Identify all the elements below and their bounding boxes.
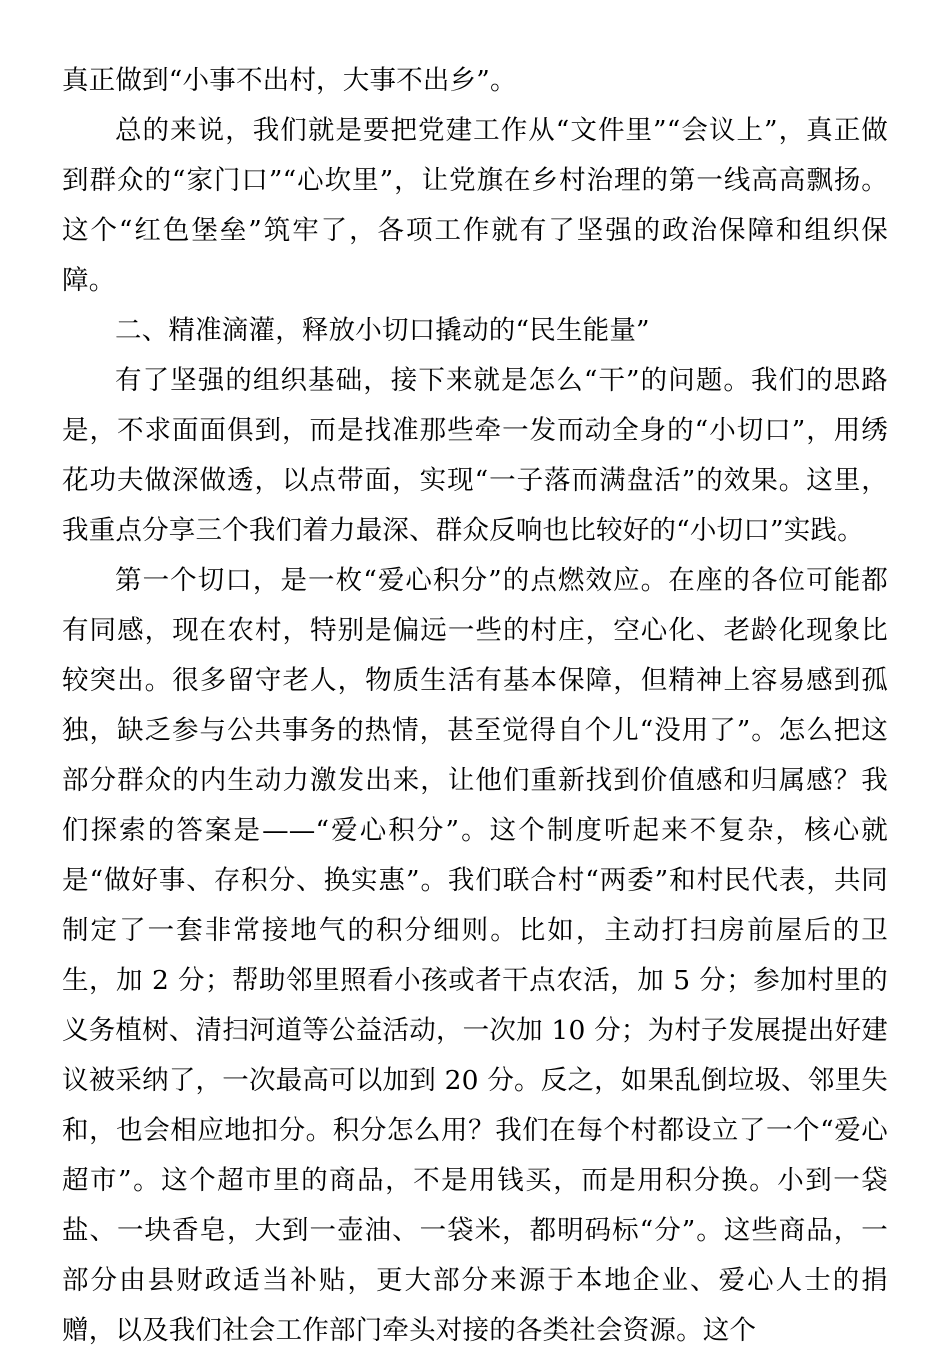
document-body	[62, 56, 888, 1356]
paragraph: 真正做到“小事不出村，大事不出乡”。	[62, 65, 517, 96]
paragraph: 有了坚强的组织基础，接下来就是怎么“干”的问题。我们的思路是，不求面面俱到，而是找准那些牵一发而动全身的“小切口”，用绣花功夫做深做透，以点带面，实现“一子落而满盘活”的效果。这里，我重点分享三个我们着力最深、群众反响也比较好的“小切口”实践。	[62, 365, 888, 546]
paragraph: 第一个切口，是一枚“爱心积分”的点燃效应。在座的各位可能都有同感，现在农村，特别是偏远一些的村庄，空心化、老龄化现象比较突出。很多留守老人，物质生活有基本保障，但精神上容易感到孤独，缺乏参与公共事务的热情，甚至觉得自个儿“没用了”。怎么把这部分群众的内生动力激发出来，让他们重新找到价值感和归属感？我们探索的答案是——“爱心积分”。这个制度听起来不复杂，核心就是“做好事、存积分、换实惠”。我们联合村“两委”和村民代表，共同制定了一套非常接地气的积分细则。比如，主动打扫房前屋后的卫生，加 2 分；帮助邻里照看小孩或者干点农活，加 5 分；参加村里的义务植树、清扫河道等公益活动，一次加 10 分；为村子发展提出好建议被采纳了，一次最高可以加到 20 分。反之，如果乱倒垃圾、邻里失和，也会相应地扣分。积分怎么用？我们在每个村都设立了一个“爱心超市”。这个超市里的商品，不是用钱买，而是用积分换。小到一袋盐、一块香皂，大到一壶油、一袋米，都明码标“分”。这些商品，一部分由县财政适当补贴，更大部分来源于本地企业、爱心人士的捐赠，以及我们社会工作部门牵头对接的各类社会资源。这个	[62, 565, 888, 1346]
section-heading: 二、精准滴灌，释放小切口撬动的“民生能量”	[115, 315, 650, 346]
paragraph: 总的来说，我们就是要把党建工作从“文件里”“会议上”，真正做到群众的“家门口”“心坎里”，让党旗在乡村治理的第一线高高飘扬。这个“红色堡垒”筑牢了，各项工作就有了坚强的政治保障和组织保障。	[62, 115, 888, 296]
